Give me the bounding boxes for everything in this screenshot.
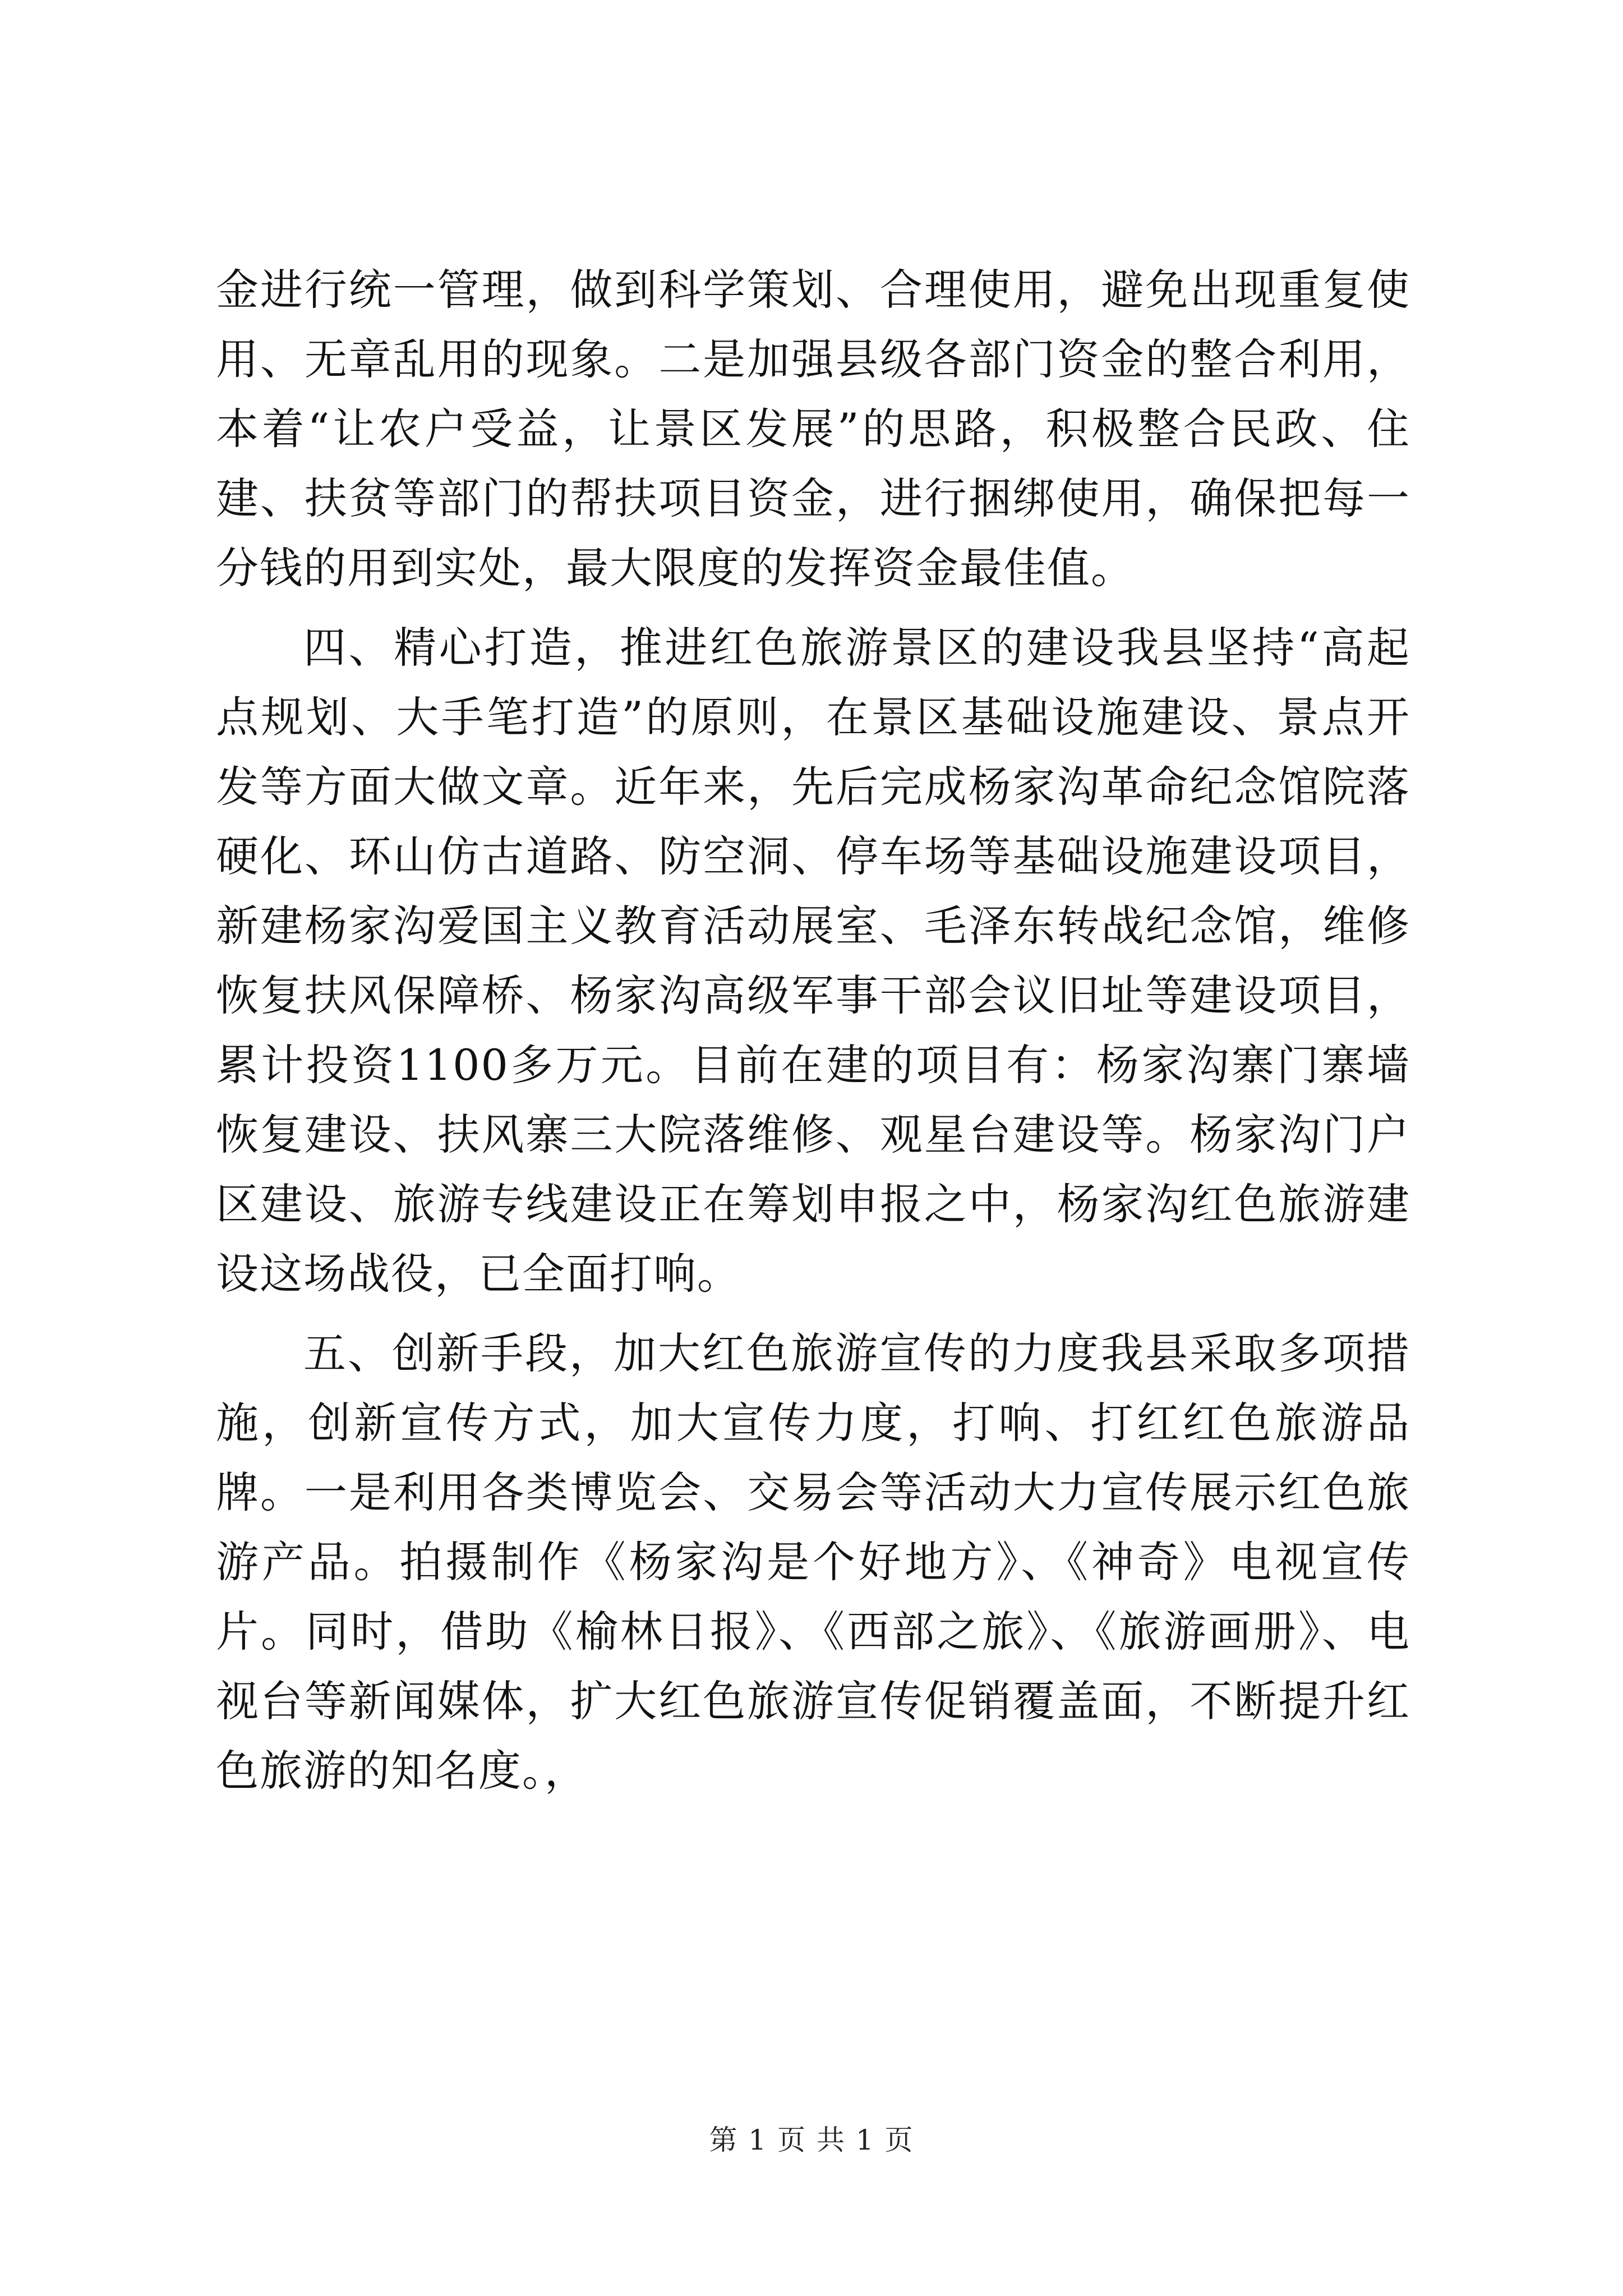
page-footer: 第 1 页 共 1 页: [709, 2124, 914, 2156]
paragraph-3: 五、创新手段，加大红色旅游宣传的力度我县采取多项措施，创新宣传方式，加大宣传力度，打响、打红红色旅游品牌。一是利用各类博览会、交易会等活动大力宣传展示红色旅游产品。拍摄制作《杨家沟是个好地方》、《神奇》电视宣传片。同时，借助《榆林日报》、《西部之旅》、《旅游画册》、电视台等新闻媒体，扩大红色旅游宣传促销覆盖面，不断提升红色旅游的知名度。，: [216, 1328, 1410, 1796]
paragraph-1: 金进行统一管理，做到科学策划、合理使用，避免出现重复使用、无章乱用的现象。二是加强县级各部门资金的整合利用，本着“让农户受益，让景区发展”的思路，积极整合民政、住建、扶贫等部门的帮扶项目资金，进行捆绑使用，确保把每一分钱的用到实处，最大限度的发挥资金最佳值。: [216, 265, 1410, 593]
document-body: [216, 255, 1410, 1806]
paragraph-2: 四、精心打造，推进红色旅游景区的建设我县坚持“高起点规划、大手笔打造”的原则，在景区基础设施建设、景点开发等方面大做文章。近年来，先后完成杨家沟革命纪念馆院落硬化、环山仿古道路、防空洞、停车场等基础设施建设项目，新建杨家沟爱国主义教育活动展室、毛泽东转战纪念馆，维修恢复扶风保障桥、杨家沟高级军事干部会议旧址等建设项目，累计投资1100多万元。目前在建的项目有：杨家沟寨门寨墙恢复建设、扶风寨三大院落维修、观星台建设等。杨家沟门户区建设、旅游专线建设正在筹划申报之中，杨家沟红色旅游建设这场战役，已全面打响。: [216, 623, 1410, 1299]
